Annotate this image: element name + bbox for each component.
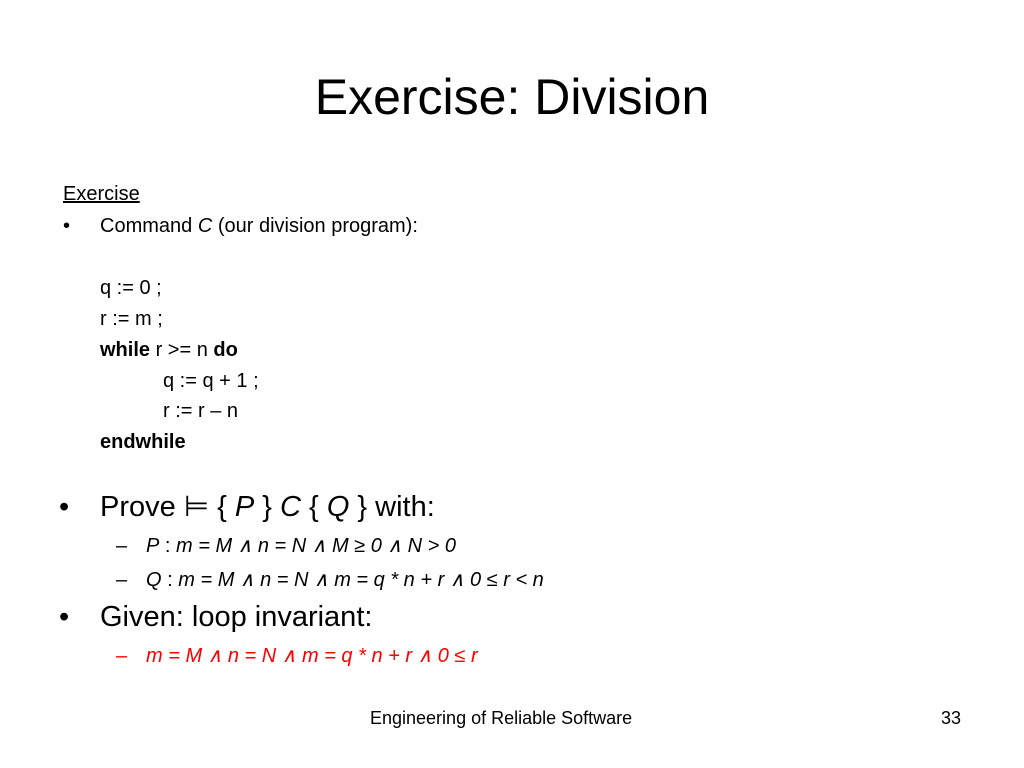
loop-invariant: m = M ∧ n = N ∧ m = q * n + r ∧ 0 ≤ r	[146, 645, 478, 667]
given-line: Given: loop invariant:	[100, 601, 373, 633]
command-bullet-text	[100, 214, 418, 238]
code-while-line	[100, 338, 238, 362]
bullet-marker: •	[59, 601, 70, 633]
precondition-sep: :	[159, 535, 177, 557]
section-heading: Exercise	[63, 183, 140, 205]
postcondition-formula: m = M ∧ n = N ∧ m = q * n + r ∧ 0 ≤ r < n	[178, 569, 544, 591]
bullet-marker: •	[59, 491, 70, 523]
prove-prefix: Prove ⊨ {	[100, 491, 235, 523]
prove-suffix: } with:	[349, 491, 435, 523]
while-condition: r >= n	[150, 339, 214, 361]
do-keyword: do	[213, 339, 238, 361]
dash-marker: –	[116, 569, 128, 591]
postcondition-label: Q	[146, 569, 162, 591]
prove-line	[100, 490, 435, 524]
code-line: q := q + 1 ;	[163, 370, 259, 392]
postcondition-sep: :	[161, 569, 179, 591]
command-variable: C	[197, 215, 213, 237]
prove-q: Q	[326, 491, 350, 523]
precondition-line	[146, 534, 456, 558]
command-suffix: (our division program):	[212, 215, 418, 237]
prove-c: C	[280, 491, 301, 523]
slide-title: Exercise: Division	[314, 69, 710, 125]
code-line: q := 0 ;	[100, 277, 162, 299]
prove-sep-1: }	[254, 491, 281, 523]
precondition-formula: m = M ∧ n = N ∧ M ≥ 0 ∧ N > 0	[176, 535, 456, 557]
postcondition-line	[146, 568, 544, 592]
command-prefix: Command	[100, 215, 198, 237]
code-line: r := m ;	[100, 308, 163, 330]
while-keyword: while	[100, 339, 151, 361]
code-line: r := r – n	[163, 400, 239, 422]
page-number: 33	[941, 708, 962, 728]
prove-sep-2: {	[301, 491, 327, 523]
precondition-label: P	[146, 535, 160, 557]
bullet-marker: •	[63, 215, 71, 237]
endwhile-keyword: endwhile	[100, 431, 186, 453]
dash-marker: –	[116, 645, 128, 667]
footer-course: Engineering of Reliable Software	[370, 708, 633, 728]
dash-marker: –	[116, 535, 128, 557]
prove-p: P	[234, 491, 255, 523]
